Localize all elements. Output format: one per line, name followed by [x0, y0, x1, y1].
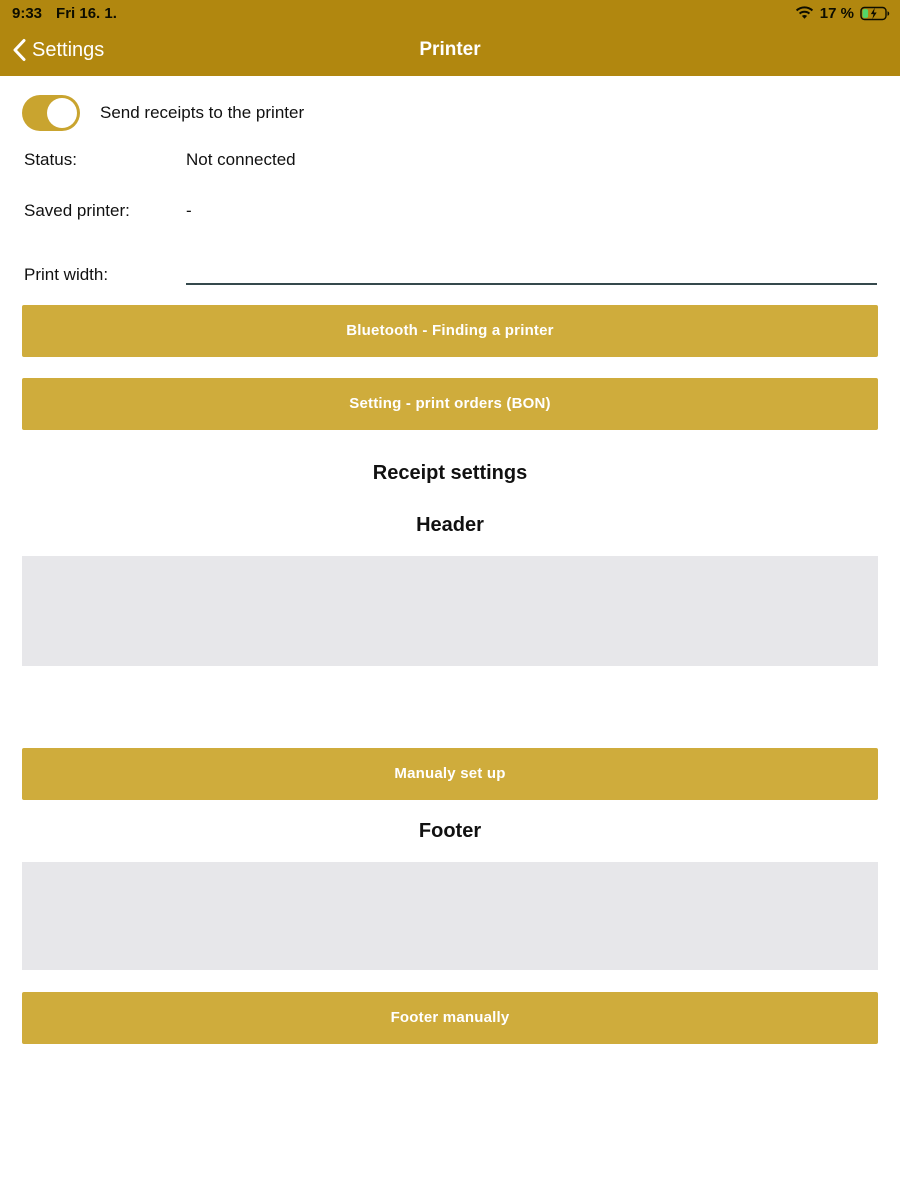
battery-charging-icon [860, 6, 890, 21]
status-bar-left [12, 5, 117, 22]
status-row [0, 150, 900, 170]
status-value: Not connected [186, 150, 296, 169]
nav-bar [0, 24, 900, 76]
wifi-icon [795, 6, 814, 20]
footer-section-heading: Footer [418, 820, 482, 842]
clock-time: 9:33 [12, 4, 43, 22]
send-receipts-row [22, 92, 900, 134]
bluetooth-find-printer-button[interactable]: Bluetooth - Finding a printer [22, 305, 878, 357]
header-section-heading: Header [416, 514, 484, 536]
back-button[interactable] [12, 38, 104, 62]
app-header [0, 0, 900, 76]
page-title: Printer [419, 39, 481, 60]
chevron-left-icon [12, 38, 26, 62]
printer-settings-content [0, 76, 900, 1044]
print-width-row [0, 253, 900, 285]
print-width-label: Print width: [24, 265, 109, 284]
print-width-input[interactable] [186, 253, 877, 285]
send-receipts-toggle[interactable] [22, 95, 80, 131]
date-label: Fri 16. 1. [56, 4, 117, 22]
receipt-settings-heading: Receipt settings [372, 462, 528, 484]
send-receipts-label: Send receipts to the printer [100, 103, 305, 122]
battery-percent-label: 17 % [819, 4, 854, 22]
saved-printer-row [0, 201, 900, 221]
receipt-header-textarea[interactable] [22, 556, 878, 666]
status-label: Status: [24, 150, 77, 169]
status-bar-right [795, 5, 890, 22]
status-bar [0, 0, 900, 24]
toggle-knob [47, 98, 77, 128]
footer-manually-button[interactable]: Footer manually [22, 992, 878, 1044]
back-button-label: Settings [32, 38, 105, 61]
receipt-footer-textarea[interactable] [22, 862, 878, 970]
manual-setup-button[interactable]: Manualy set up [22, 748, 878, 800]
saved-printer-label: Saved printer: [24, 201, 130, 220]
saved-printer-value: - [186, 201, 192, 220]
print-orders-setting-button[interactable]: Setting - print orders (BON) [22, 378, 878, 430]
